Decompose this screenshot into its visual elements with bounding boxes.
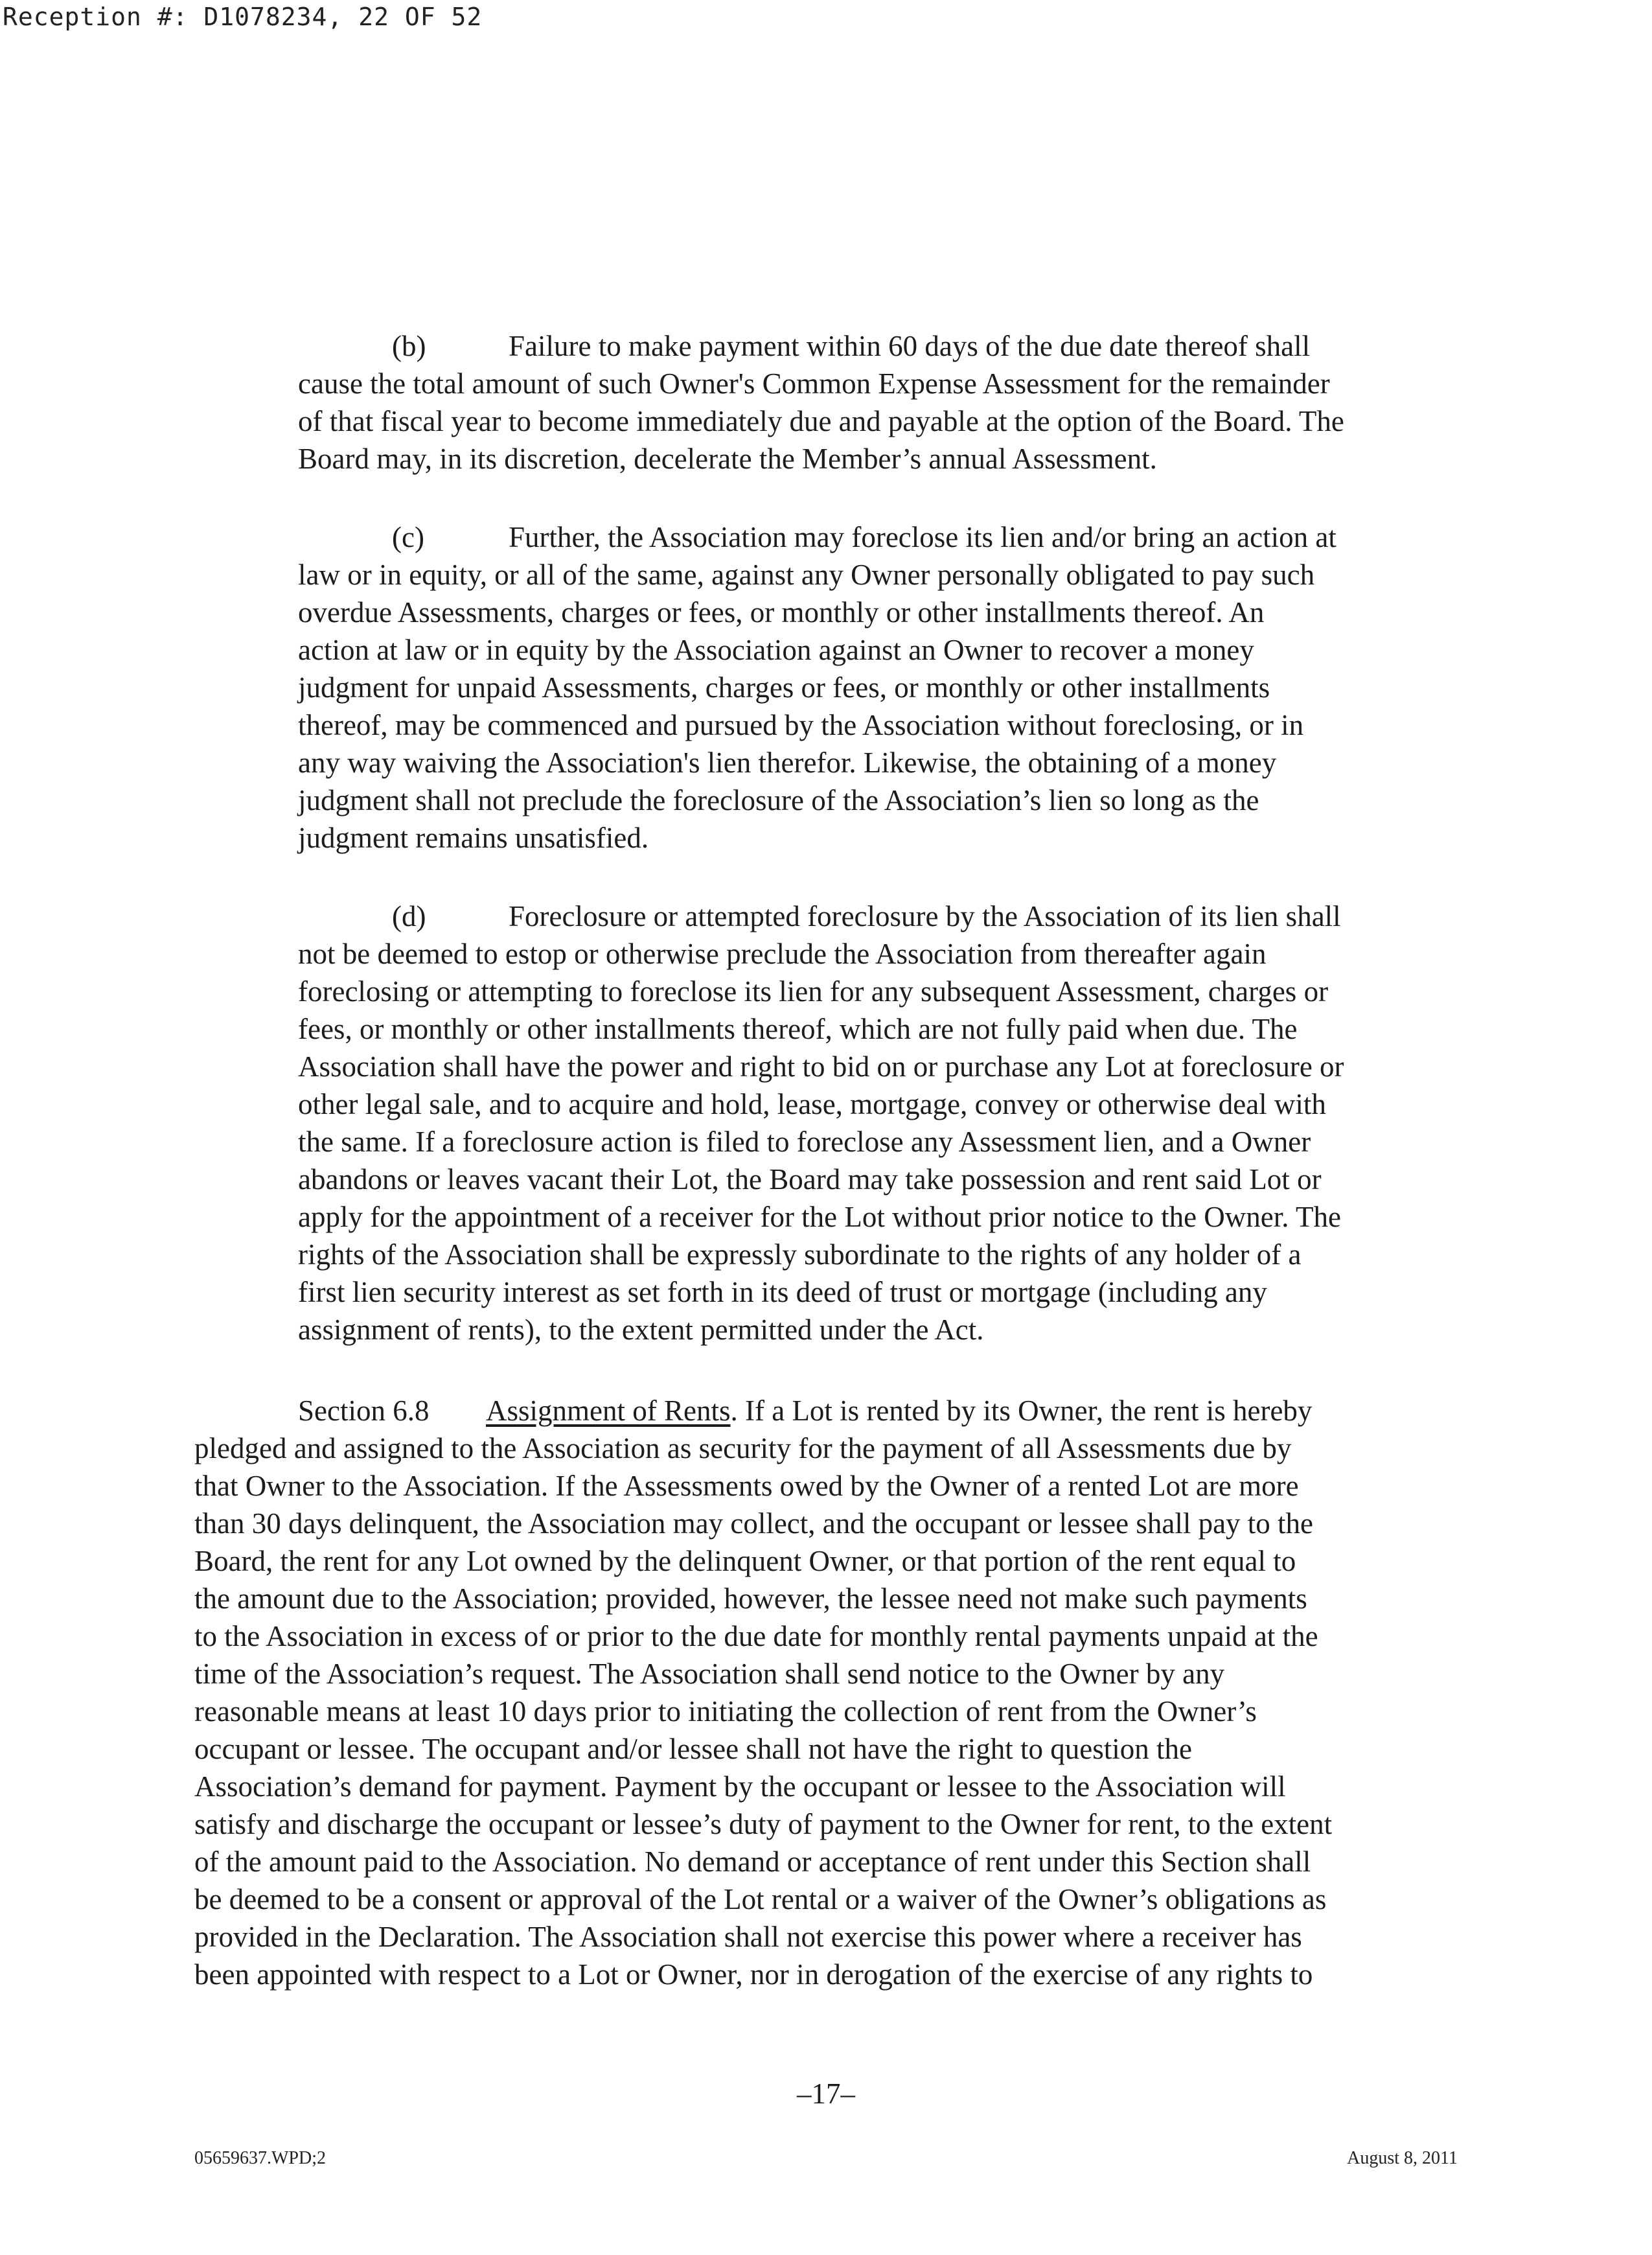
section-number: Section 6.8 — [298, 1394, 430, 1427]
paragraph-line: law or in equity, or all of the same, against any Owner personally obligated to pay such — [298, 559, 1315, 591]
paragraph-line: (d) Foreclosure or attempted foreclosure by the Association of its lien shall — [298, 897, 1464, 935]
paragraph-label: (c) — [392, 521, 424, 553]
section-line: satisfy and discharge the occupant or lessee’s duty of payment to the Owner for rent, to the extent — [194, 1808, 1333, 1840]
section-line: pledged and assigned to the Association as security for the payment of all Assessments due by — [194, 1432, 1292, 1464]
paragraph-line: (b) Failure to make payment within 60 days of the due date thereof shall — [298, 327, 1464, 365]
paragraph-line: action at law or in equity by the Association against an Owner to recover a money — [298, 634, 1254, 666]
section-line: time of the Association’s request. The Association shall send notice to the Owner by any — [194, 1658, 1225, 1690]
paragraph-line: other legal sale, and to acquire and hold, lease, mortgage, convey or otherwise deal with — [298, 1088, 1326, 1120]
paragraph-line: thereof, may be commenced and pursued by the Association without foreclosing, or in — [298, 709, 1304, 741]
section-6-8 — [194, 1392, 1464, 1993]
paragraph-line: the same. If a foreclosure action is filed to foreclose any Assessment lien, and a Owner — [298, 1126, 1311, 1158]
paragraph-line: overdue Assessments, charges or fees, or monthly or other installments thereof. An — [298, 596, 1265, 629]
paragraph-c — [298, 518, 1464, 857]
section-heading-line: Section 6.8 Assignment of Rents. If a Lot is rented by its Owner, the rent is hereby — [194, 1392, 1464, 1429]
section-line: occupant or lessee. The occupant and/or lessee shall not have the right to question the — [194, 1733, 1192, 1765]
paragraph-label: (d) — [392, 900, 426, 932]
section-line: Association’s demand for payment. Payment by the occupant or lessee to the Association will — [194, 1770, 1286, 1803]
paragraph-line: first lien security interest as set forth in its deed of trust or mortgage (including any — [298, 1276, 1267, 1308]
paragraph-line: foreclosing or attempting to foreclose its lien for any subsequent Assessment, charges or — [298, 975, 1329, 1008]
paragraph-line: judgment shall not preclude the foreclosure of the Association’s lien so long as the — [298, 784, 1259, 816]
document-date: August 8, 2011 — [1347, 2148, 1458, 2168]
paragraph-line: (c) Further, the Association may foreclose its lien and/or bring an action at — [298, 518, 1464, 556]
section-line: that Owner to the Association. If the Assessments owed by the Owner of a rented Lot are more — [194, 1470, 1299, 1502]
section-line: than 30 days delinquent, the Association may collect, and the occupant or lessee shall pay to the — [194, 1507, 1314, 1540]
reception-number: Reception #: D1078234, 22 OF 52 — [3, 3, 483, 31]
paragraph-label: (b) — [392, 330, 426, 362]
section-line: Board, the rent for any Lot owned by the delinquent Owner, or that portion of the rent equal to — [194, 1545, 1296, 1577]
paragraph-line: Association shall have the power and right to bid on or purchase any Lot at foreclosure or — [298, 1050, 1344, 1083]
paragraph-line: judgment remains unsatisfied. — [298, 822, 649, 854]
paragraph-line: judgment for unpaid Assessments, charges or fees, or monthly or other installments — [298, 671, 1270, 704]
section-title: Assignment of Rents — [486, 1394, 731, 1427]
section-line: of the amount paid to the Association. No demand or acceptance of rent under this Section shall — [194, 1845, 1311, 1878]
section-line: to the Association in excess of or prior to the due date for monthly rental payments unpaid at the — [194, 1620, 1318, 1652]
section-line: provided in the Declaration. The Association shall not exercise this power where a receiver has — [194, 1921, 1302, 1953]
paragraph-line: Board may, in its discretion, decelerate the Member’s annual Assessment. — [298, 443, 1157, 475]
paragraph-d — [298, 897, 1464, 1348]
paragraph-line: any way waiving the Association's lien therefor. Likewise, the obtaining of a money — [298, 746, 1277, 779]
paragraph-line: apply for the appointment of a receiver for the Lot without prior notice to the Owner. The — [298, 1201, 1341, 1233]
paragraph-line: fees, or monthly or other installments thereof, which are not fully paid when due. The — [298, 1013, 1298, 1045]
paragraph-line: abandons or leaves vacant their Lot, the Board may take possession and rent said Lot or — [298, 1163, 1322, 1196]
document-id: 05659637.WPD;2 — [194, 2148, 326, 2168]
section-line: been appointed with respect to a Lot or Owner, nor in derogation of the exercise of any rights to — [194, 1958, 1313, 1991]
page-number: –17– — [797, 2077, 855, 2110]
section-line: be deemed to be a consent or approval of the Lot rental or a waiver of the Owner’s obligations as — [194, 1883, 1327, 1915]
section-line: the amount due to the Association; provided, however, the lessee need not make such payments — [194, 1582, 1307, 1615]
paragraph-line: not be deemed to estop or otherwise preclude the Association from thereafter again — [298, 938, 1267, 970]
paragraph-line: rights of the Association shall be expressly subordinate to the rights of any holder of a — [298, 1238, 1302, 1271]
paragraph-line: assignment of rents), to the extent permitted under the Act. — [298, 1313, 984, 1346]
section-line: reasonable means at least 10 days prior to initiating the collection of rent from the Owner’s — [194, 1695, 1257, 1728]
paragraph-line: cause the total amount of such Owner's Common Expense Assessment for the remainder — [298, 367, 1330, 400]
paragraph-b — [298, 327, 1464, 478]
paragraph-line: of that fiscal year to become immediately due and payable at the option of the Board. The — [298, 405, 1344, 437]
